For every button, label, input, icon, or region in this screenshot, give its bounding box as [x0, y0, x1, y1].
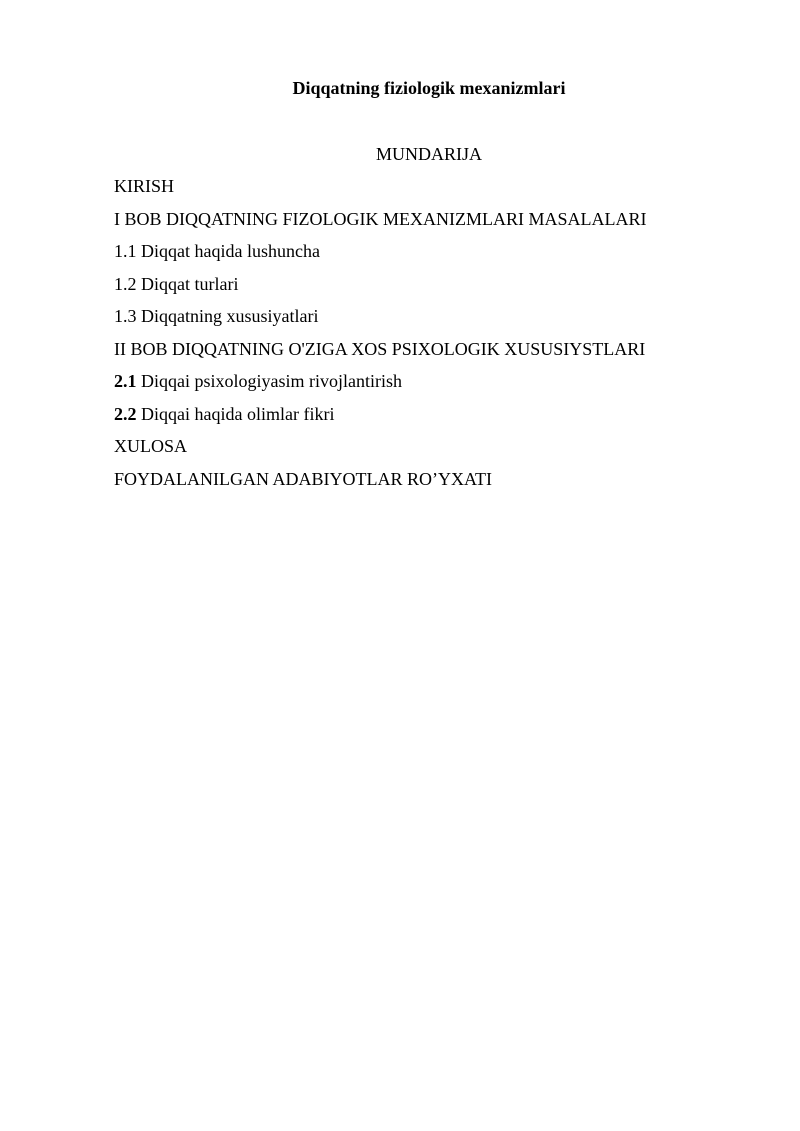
- toc-item-number: 1.2: [114, 273, 137, 294]
- toc-item-chapter-1: [114, 207, 774, 240]
- toc-item-text: Diqqatning xususiyatlari: [141, 306, 319, 326]
- toc-item-text: Diqqai psixologiyasim rivojlantirish: [141, 371, 402, 391]
- toc-item-1-3: [114, 304, 774, 337]
- toc-item-chapter-2: [114, 337, 774, 370]
- toc-item-number: 2.2: [114, 403, 137, 424]
- toc-item-1-1: [114, 239, 774, 272]
- toc-heading: MUNDARIJA: [375, 144, 482, 164]
- toc-item-text: XULOSA: [114, 436, 188, 456]
- toc-item-number: 2.1: [114, 371, 137, 391]
- toc-item-number: 1.3: [114, 306, 137, 326]
- toc-item-1-2: [114, 272, 774, 305]
- toc-item-text: Diqqat haqida lushuncha: [141, 241, 320, 261]
- table-of-contents: [114, 174, 774, 499]
- toc-item-references: [114, 467, 774, 500]
- toc-item-2-2: [114, 402, 774, 435]
- toc-item-kirish: [114, 174, 774, 207]
- toc-item-text: FOYDALANILGAN ADABIYOTLAR RO’YXATI: [114, 468, 492, 489]
- toc-item-xulosa: [114, 434, 774, 467]
- toc-item-number: 1.1: [114, 241, 137, 261]
- toc-item-text: II BOB DIQQATNING O'ZIGA XOS PSIXOLOGIK XUSUSIYSTLARI: [114, 338, 646, 359]
- toc-item-text: I BOB DIQQATNING FIZOLOGIK MEXANIZMLARI MASALALARI: [114, 208, 647, 229]
- toc-item-text: KIRISH: [114, 176, 175, 196]
- toc-item-text: Diqqai haqida olimlar fikri: [141, 403, 335, 424]
- toc-item-text: Diqqat turlari: [141, 273, 239, 294]
- toc-item-2-1: [114, 369, 774, 402]
- document-title: Diqqatning fiziologik mexanizmlari: [292, 78, 566, 98]
